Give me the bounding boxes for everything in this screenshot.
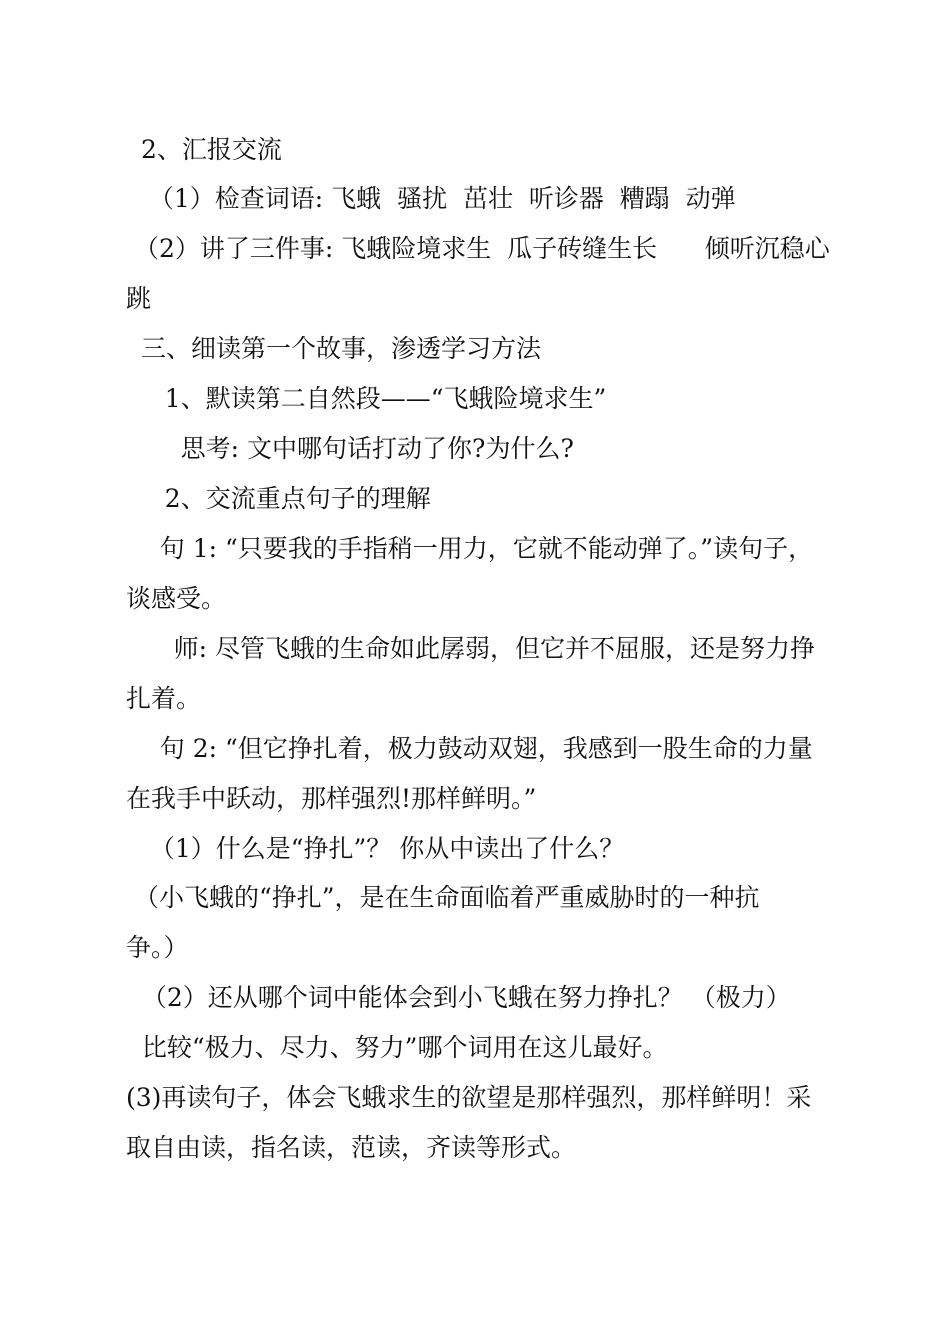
- text-line-20: (3)再读句子，体会飞蛾求生的欲望是那样强烈，那样鲜明！采: [126, 1083, 812, 1112]
- text-line-12: 扎着。: [126, 684, 202, 713]
- text-line-18: （2）还从哪个词中能体会到小飞蛾在努力挣扎？ （极力）: [126, 983, 791, 1012]
- text-line-4: 跳: [126, 284, 152, 313]
- text-line-8: 2、交流重点句子的理解: [133, 484, 431, 513]
- text-line-21: 取自由读，指名读，范读，齐读等形式。: [126, 1133, 577, 1162]
- text-line-7: 思考: 文中哪句话打动了你?为什么?: [133, 434, 574, 463]
- text-line-6: 1、默读第二自然段——“飞蛾险境求生”: [133, 384, 607, 413]
- text-line-19: 比较“极力、尽力、努力”哪个词用在这儿最好。: [126, 1033, 668, 1062]
- text-line-17: 争。）: [126, 933, 189, 962]
- text-line-15: （1）什么是“挣扎”？ 你从中读出了什么？: [126, 834, 625, 863]
- text-line-2: （1）检查词语: 飞蛾 骚扰 茁壮 听诊器 糟蹋 动弹: [133, 184, 736, 213]
- text-line-13: 句 2: “但它挣扎着，极力鼓动双翅，我感到一股生命的力量: [128, 734, 813, 763]
- text-line-10: 谈感受。: [126, 584, 227, 613]
- text-line-9: 句 1: “只要我的手指稍一用力，它就不能动弹了。”读句子，: [128, 534, 814, 563]
- text-line-3: （2）讲了三件事: 飞蛾险境求生 瓜子砖缝生长 倾听沉稳心: [126, 234, 830, 263]
- text-line-14: 在我手中跃动，那样强烈!那样鲜明。”: [126, 784, 537, 813]
- text-line-5: 三、细读第一个故事，渗透学习方法: [133, 334, 541, 363]
- text-line-11: 师: 尽管飞蛾的生命如此孱弱，但它并不屈服，还是努力挣: [126, 634, 816, 663]
- text-line-16: （小飞蛾的“挣扎”，是在生命面临着严重威胁时的一种抗: [126, 883, 760, 912]
- text-line-1: 2、汇报交流: [133, 135, 282, 164]
